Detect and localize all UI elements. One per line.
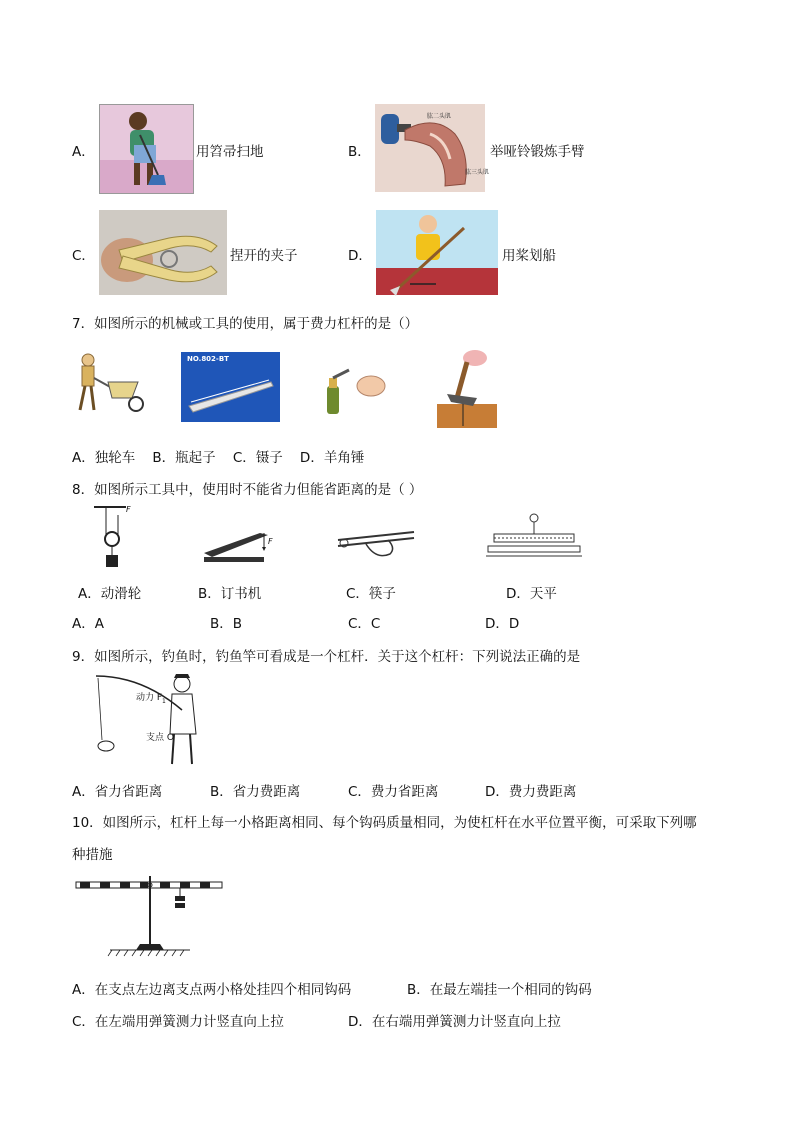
stapler-figure bbox=[200, 515, 280, 565]
bottle-opener-figure bbox=[319, 360, 399, 416]
q8-option-a: A．A bbox=[72, 616, 104, 632]
q6-option-c-letter: C． bbox=[72, 248, 95, 264]
tweezers-figure bbox=[181, 352, 280, 422]
claw-hammer-figure bbox=[437, 348, 497, 428]
movable-pulley-figure bbox=[92, 505, 138, 571]
q6-option-a-letter: A． bbox=[72, 144, 95, 160]
q8-caption-b: B．订书机 bbox=[198, 586, 262, 602]
q9-stem: 9．如图所示，钓鱼时，钓鱼竿可看成是一个杠杆．关于这个杠杆：下列说法正确的是 bbox=[72, 649, 581, 665]
q8-caption-a: A．动滑轮 bbox=[78, 586, 142, 602]
fishing-effort-subscript: 1 bbox=[162, 697, 166, 705]
arm-dumbbell-figure bbox=[375, 104, 490, 192]
q8-option-d: D．D bbox=[485, 616, 520, 632]
q6-option-d-letter: D． bbox=[348, 248, 372, 264]
clip-figure bbox=[99, 210, 227, 295]
q6-option-d-text: 用桨划船 bbox=[502, 248, 556, 264]
q10-stem-line2: 种措施 bbox=[72, 847, 113, 863]
q8-stem: 8．如图所示工具中，使用时不能省力但能省距离的是（ ） bbox=[72, 482, 423, 498]
fishing-effort-text: 动力 F bbox=[136, 693, 163, 703]
q6-option-b-text: 举哑铃锻炼手臂 bbox=[490, 144, 585, 160]
q8-caption-c: C．筷子 bbox=[346, 586, 396, 602]
stapler-force-label: F bbox=[268, 537, 273, 546]
chopsticks-figure bbox=[336, 520, 416, 564]
q8-option-c: C．C bbox=[348, 616, 381, 632]
q9-option-c: C．费力省距离 bbox=[348, 784, 439, 800]
q6-option-b-letter: B． bbox=[348, 144, 371, 160]
q10-option-d: D．在右端用弹簧测力计竖直向上拉 bbox=[348, 1014, 561, 1030]
q9-option-b: B．省力费距离 bbox=[210, 784, 301, 800]
rowing-figure bbox=[376, 210, 498, 295]
q7-stem: 7．如图所示的机械或工具的使用，属于费力杠杆的是（） bbox=[72, 316, 419, 332]
q6-option-a-text: 用笤帚扫地 bbox=[196, 144, 264, 160]
lever-figure bbox=[74, 872, 224, 958]
q9-option-d: D．费力费距离 bbox=[485, 784, 577, 800]
fishing-figure bbox=[92, 670, 208, 768]
q8-caption-d: D．天平 bbox=[506, 586, 557, 602]
svg-text:肱二头肌: 肱二头肌 bbox=[427, 113, 452, 120]
wheelbarrow-figure bbox=[72, 352, 148, 416]
q7-options: A．独轮车 B．瓶起子 C．镊子 D．羊角锤 bbox=[72, 450, 365, 466]
q10-stem-line1: 10．如图所示，杠杆上每一小格距离相同、每个钩码质量相同，为使杠杆在水平位置平衡，可采取下列哪 bbox=[72, 815, 697, 831]
q10-option-b: B．在最左端挂一个相同的钩码 bbox=[407, 982, 592, 998]
fishing-effort-label bbox=[136, 690, 166, 705]
tweezers-box-label: NO.802-BT bbox=[187, 355, 229, 363]
q9-option-a: A．省力省距离 bbox=[72, 784, 163, 800]
svg-text:肱三头肌: 肱三头肌 bbox=[465, 169, 490, 176]
q8-option-b: B．B bbox=[210, 616, 243, 632]
fishing-pivot-label: 支点 O bbox=[146, 733, 174, 743]
sweeping-figure bbox=[99, 104, 194, 194]
q10-option-c: C．在左端用弹簧测力计竖直向上拉 bbox=[72, 1014, 284, 1030]
pulley-force-label: F bbox=[126, 505, 131, 514]
balance-figure bbox=[484, 510, 584, 568]
q10-option-a: A．在支点左边离支点两小格处挂四个相同钩码 bbox=[72, 982, 352, 998]
q6-option-c-text: 捏开的夹子 bbox=[230, 248, 298, 264]
